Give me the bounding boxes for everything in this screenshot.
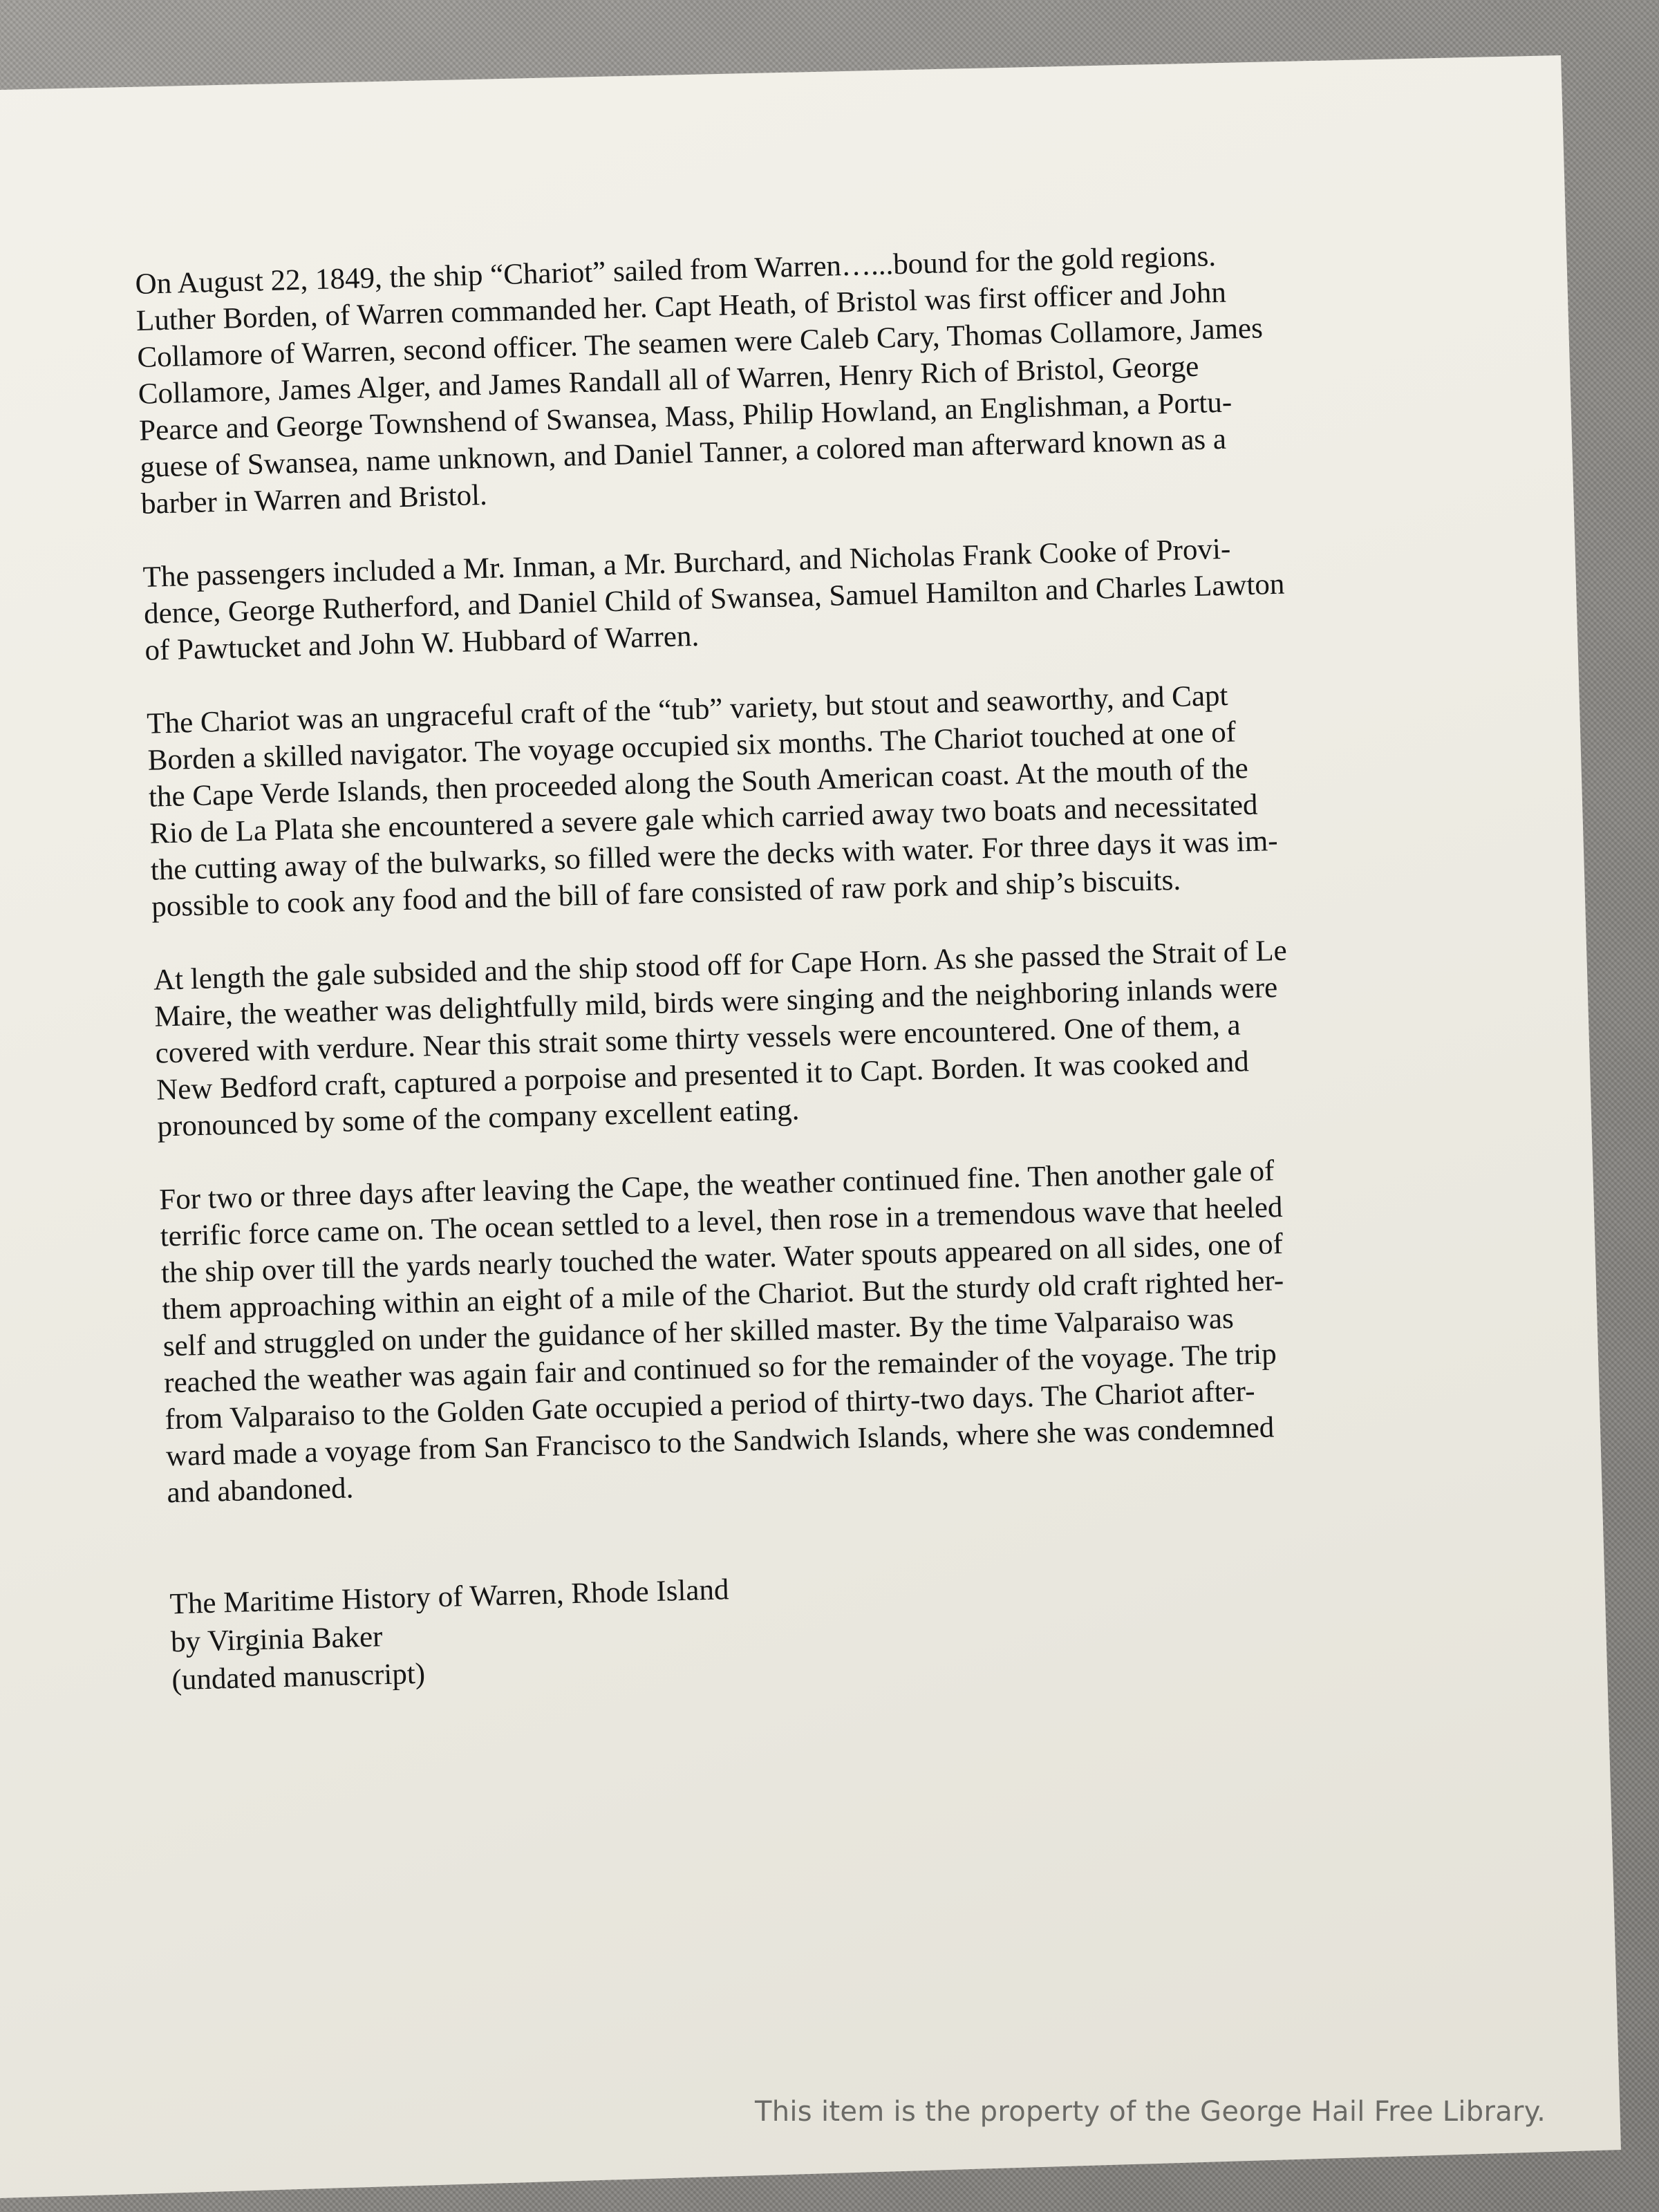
paragraph-ship-description: The Chariot was an ungraceful craft of the “tub” variety, but stout and seaworthy, and Capt Borden a skilled navigator. The voyage occupied six months. The Chariot touched at one of the Cape Verde Islands, then proceeded along the South American coast. At the mouth of the Rio de La Plata she encountered a severe gale which carried away two boats and necessitated the cutting away of the bulwarks, so filled were the decks with water. For three days it was im- possible to cook any food and the bill of fare consisted of raw pork and ship’s biscuits. xyxy=(146,679,1279,924)
paragraph-passengers: The passengers included a Mr. Inman, a Mr. Burchard, and Nicholas Frank Cooke of Provi- dence, George Rutherford, and Daniel Child of Swansea, Samuel Hamilton and Charles Lawton of Pawtucket and John W. Hubbard of Warren. xyxy=(142,532,1285,667)
document-body xyxy=(135,233,1444,1699)
citation-note: (undated manuscript) xyxy=(171,1657,426,1697)
paragraph-second-gale: For two or three days after leaving the Cape, the weather continued fine. Then another gale of terrific force came on. The ocean settled to a level, then rose in a tremendous wave that heeled the ship over till the yards nearly touched the water. Water spouts appeared on all sides, one of them approaching within an eight of a mile of the Chariot. But the sturdy old craft righted her- self and struggled on under the guidance of her skilled master. By the time Valparaiso was reached the weather was again fair and continued so for the remainder of the voyage. The trip from Valparaiso to the Golden Gate occupied a period of thirty-two days. The Chariot after- ward made a voyage from San Francisco to the Sandwich Islands, where she was condemned and abandoned. xyxy=(158,1154,1284,1510)
citation-author: by Virginia Baker xyxy=(170,1620,383,1659)
paragraph-cape-horn: At length the gale subsided and the ship stood off for Cape Horn. As she passed the Strait of Le Maire, the weather was delightfully mild, birds were singing and the neighboring inlands were covered with verdure. Near this strait some thirty vessels were encountered. One of them, a New Bedford craft, captured a porpoise and presented it to Capt. Borden. It was cooked and pronounced by some of the company excellent eating. xyxy=(153,934,1288,1143)
paragraph-chariot-crew: On August 22, 1849, the ship “Chariot” sailed from Warren…...bound for the gold regions. Luther Borden, of Warren commanded her. Capt Heath, of Bristol was first officer and John Collamore of Warren, second officer. The seamen were Caleb Cary, Thomas Collamore, James Collamore, James Alger, and James Randall all of Warren, Henry Rich of Bristol, George Pearce and George Townshend of Swansea, Mass, Philip Howland, an Englishman, a Portu- guese of Swansea, name unknown, and Daniel Tanner, a colored man afterward known as a barber in Warren and Bristol. xyxy=(135,240,1264,521)
citation-title: The Maritime History of Warren, Rhode Island xyxy=(169,1573,729,1621)
library-watermark: This item is the property of the George Hail Free Library. xyxy=(755,2096,1546,2128)
